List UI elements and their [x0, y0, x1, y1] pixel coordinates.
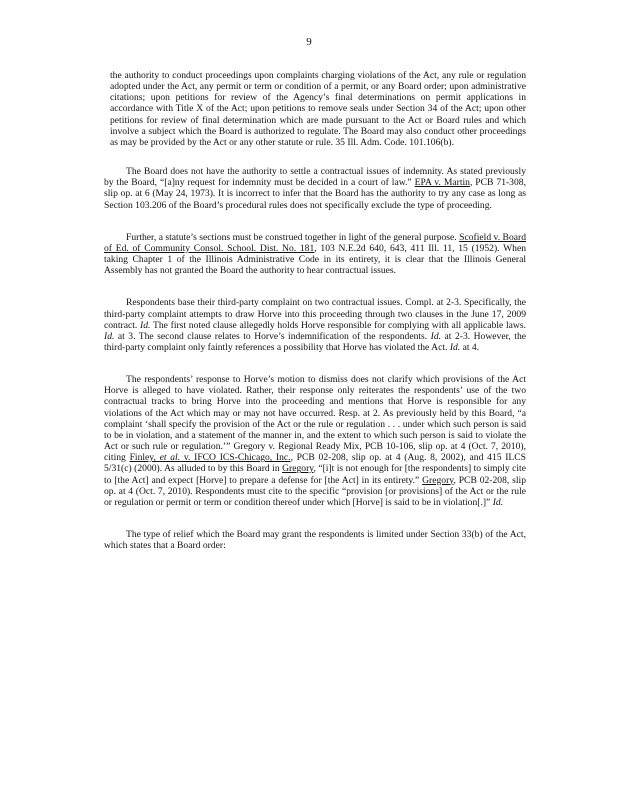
id-citation: Id. [430, 330, 442, 342]
paragraph-text: Further, a statute’s sections must be construed together in light of the general purpose. [126, 231, 460, 243]
case-citation: Scofield v. Board of Ed. of Community Consol. School. Dist. No. 181 [104, 231, 526, 254]
document-body [104, 70, 526, 572]
paragraph-text: The respondents’ response to Horve’s motion to dismiss does not clarify which provisions of the Act Horve is alleged to have violated. Rather, their response only reiterates the respondents’ use of the two contractual tracks to bring Horve into the proceeding and mentions that Horve is responsible for any violations of the Act which may or may not have occurred. Resp. at 2. As previously held by this Board, “a complaint ‘shall specify the provision of the Act or the rule or regulation . . . under which such person is said to be in violation, and a statement of the manner in, and the extent to which such person is said to violate the Act or such rule or regulation.’” Gregory v. Regional Ready Mix, PCB 10-106, slip op. at 4 (Oct. 7, 2010), citing [104, 374, 526, 464]
page-number: 9 [306, 36, 312, 48]
paragraph-text: at 4. [460, 341, 480, 353]
id-citation: Id. [449, 341, 461, 353]
paragraph-relief: The type of relief which the Board may grant the respondents is limited under Section 33(b) of the Act, which states that a Board order: [104, 529, 526, 552]
paragraph-text: The first noted clause allegedly holds Horve responsible for complying with all applicable laws. [150, 319, 526, 331]
id-citation: Id. [140, 319, 151, 331]
case-citation: Gregory [282, 463, 314, 475]
paragraph-third-party [104, 297, 526, 353]
paragraph-text: , PCB 71-308, slip op. at 6 (May 24, 1973). It is incorrect to infer that the Board has the authority to try any case as long as Section 103.206 of the Board’s procedural rules does not specifically exclude the type of proceeding. [104, 177, 526, 211]
quoted-rule-block: the authority to conduct proceedings upon complaints charging violations of the Act, any rule or regulation adopted under the Act, any permit or term or condition of a permit, or any Board order; upon administrative citations; upon petitions for review of the Agency’s final determinations on permit applications in accordance with Title X of the Act; upon petitions to remove seals under Section 34 of the Act; upon other petitions for review of final determination which are made pursuant to the Act or Board rules and which involve a subject which the Board is authorized to regulate. The Board may also conduct other proceedings as may be provided by the Act or any other statute or rule. 35 Ill. Adm. Code. 101.106(b). [110, 70, 526, 148]
paragraph-text: The Board does not have the authority to settle a contractual issues of indemnity. As stated previously by the Board, “[a]ny request for indemnity must be decided in a court of law.” [104, 166, 526, 189]
paragraph-construction [104, 232, 526, 277]
paragraph-text: , “[i]t is not enough for [the respondents] to simply cite to [the Act] and expect [Horve] to prepare a defense for [the Act] in its entirety.” [104, 463, 526, 486]
case-citation: Gregory [422, 474, 454, 486]
paragraph-text: at 2-3. However, the third-party complaint only faintly references a possibility that Horve has violated the Act. [104, 330, 526, 353]
paragraph-text: , PCB 02-208, slip op. at 4 (Oct. 7, 2010). Respondents must cite to the specific “provision [or provisions] of the Act or the rule or regulation or permit or term or condition thereof under which [Horve] is said to be in violation[.]” [104, 474, 526, 508]
et-al-citation: et al. [159, 452, 181, 464]
paragraph-text: , PCB 02-208, slip op. at 4 (Aug. 8, 2002), and 415 ILCS 5/31(c) (2000). As alluded to by this Board in [104, 452, 526, 475]
paragraph-response [104, 374, 526, 508]
case-citation: v. IFCO ICS-Chicago, Inc. [180, 452, 291, 464]
paragraph-indemnity [104, 166, 526, 211]
id-citation: Id. [104, 330, 115, 342]
paragraph-text: , 103 N.E.2d 640, 643, 411 Ill. 11, 15 (1952). When taking Chapter 1 of the Illinois Administrative Code in its entirety, it is clear that the Illinois General Assembly has not granted the Board the authority to hear contractual issues. [104, 242, 527, 277]
paragraph-text: Respondents base their third-party complaint on two contractual issues. Compl. at 2-3. Specifically, the third-party complaint attempts to draw Horve into this proceeding through two clauses in the June 17, 2009 contract. [104, 297, 526, 331]
id-citation: Id. [492, 496, 504, 508]
case-citation: Finley, [129, 452, 160, 464]
paragraph-text: at 3. The second clause relates to Horve’s indemnification of the respondents. [114, 330, 431, 342]
case-citation: EPA v. Martin [414, 177, 470, 189]
